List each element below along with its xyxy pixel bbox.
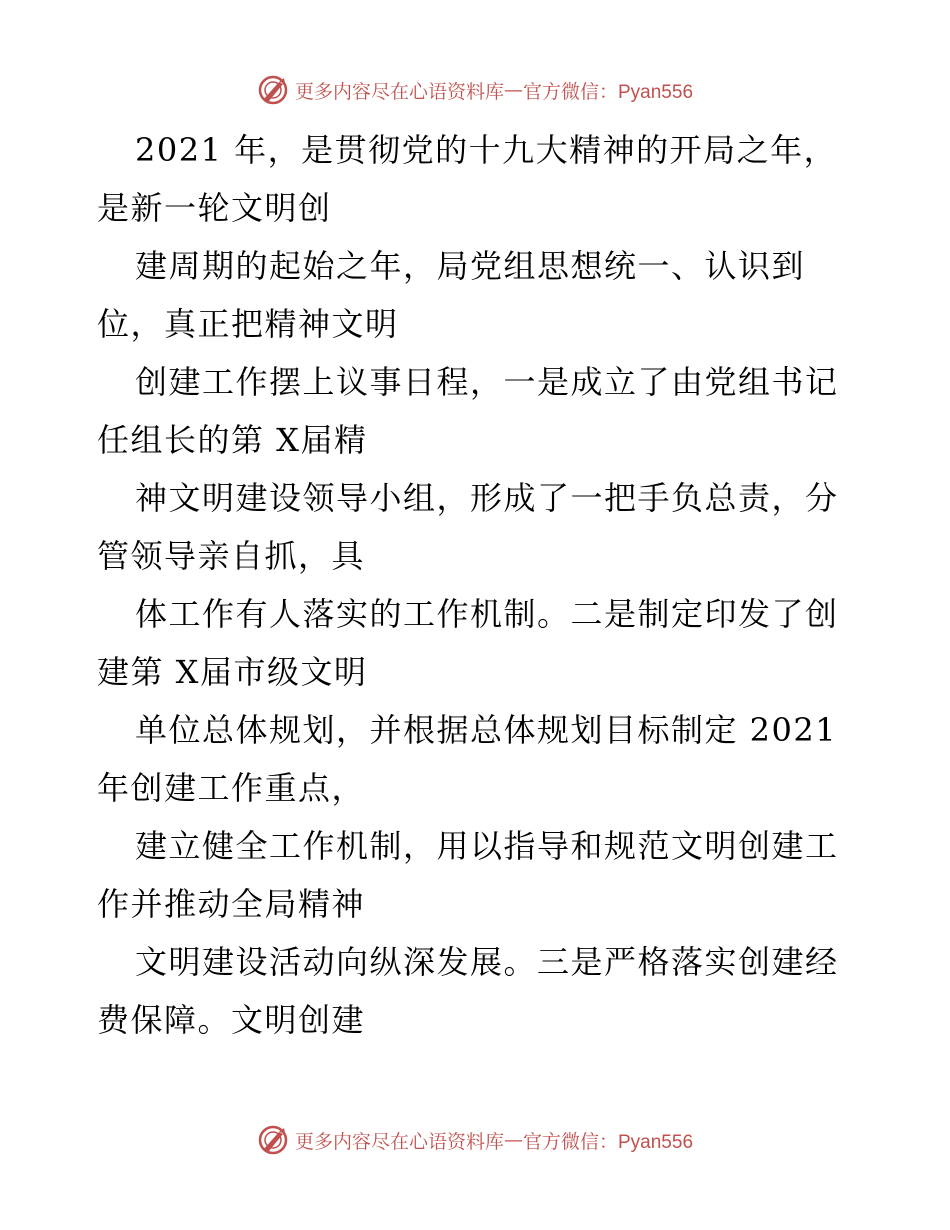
pen-logo-icon	[257, 74, 289, 106]
header-banner	[0, 70, 950, 110]
footer-banner-text: 更多内容尽在心语资料库	[294, 1130, 504, 1153]
footer-banner	[0, 1120, 950, 1160]
footer-wechat-text: 官方微信：Pyan556	[523, 1131, 694, 1153]
body-line: 建立健全工作机制，用以指导和规范文明创建工	[135, 827, 839, 865]
body-line: 建第 X届市级文明	[97, 653, 368, 691]
body-line: 年创建工作重点，	[97, 769, 366, 807]
body-line: 2021 年，是贯彻党的十九大精神的开局之年，	[135, 131, 838, 169]
body-line: 体工作有人落实的工作机制。二是制定印发了创	[135, 595, 839, 633]
body-line: 神文明建设领导小组，形成了一把手负总责，分	[135, 479, 839, 517]
body-line: 创建工作摆上议事日程，一是成立了由党组书记	[135, 363, 839, 401]
header-wechat-text: 官方微信：Pyan556	[523, 81, 694, 103]
body-line: 单位总体规划，并根据总体规划目标制定 2021	[135, 711, 838, 749]
body-line: 费保障。文明创建	[97, 1001, 366, 1039]
document-body	[97, 121, 857, 1049]
header-banner-text: 更多内容尽在心语资料库	[294, 80, 504, 103]
header-banner-separator: —	[504, 79, 523, 101]
body-line: 是新一轮文明创	[97, 189, 332, 227]
body-line: 位，真正把精神文明	[97, 305, 399, 343]
body-line: 作并推动全局精神	[97, 885, 366, 923]
body-line: 建周期的起始之年，局党组思想统一、认识到	[135, 247, 806, 285]
body-line: 任组长的第 X届精	[97, 421, 368, 459]
pen-logo-icon	[257, 1124, 289, 1156]
footer-banner-separator: —	[504, 1129, 523, 1151]
body-line: 文明建设活动向纵深发展。三是严格落实创建经	[135, 943, 839, 981]
body-line: 管领导亲自抓，具	[97, 537, 366, 575]
